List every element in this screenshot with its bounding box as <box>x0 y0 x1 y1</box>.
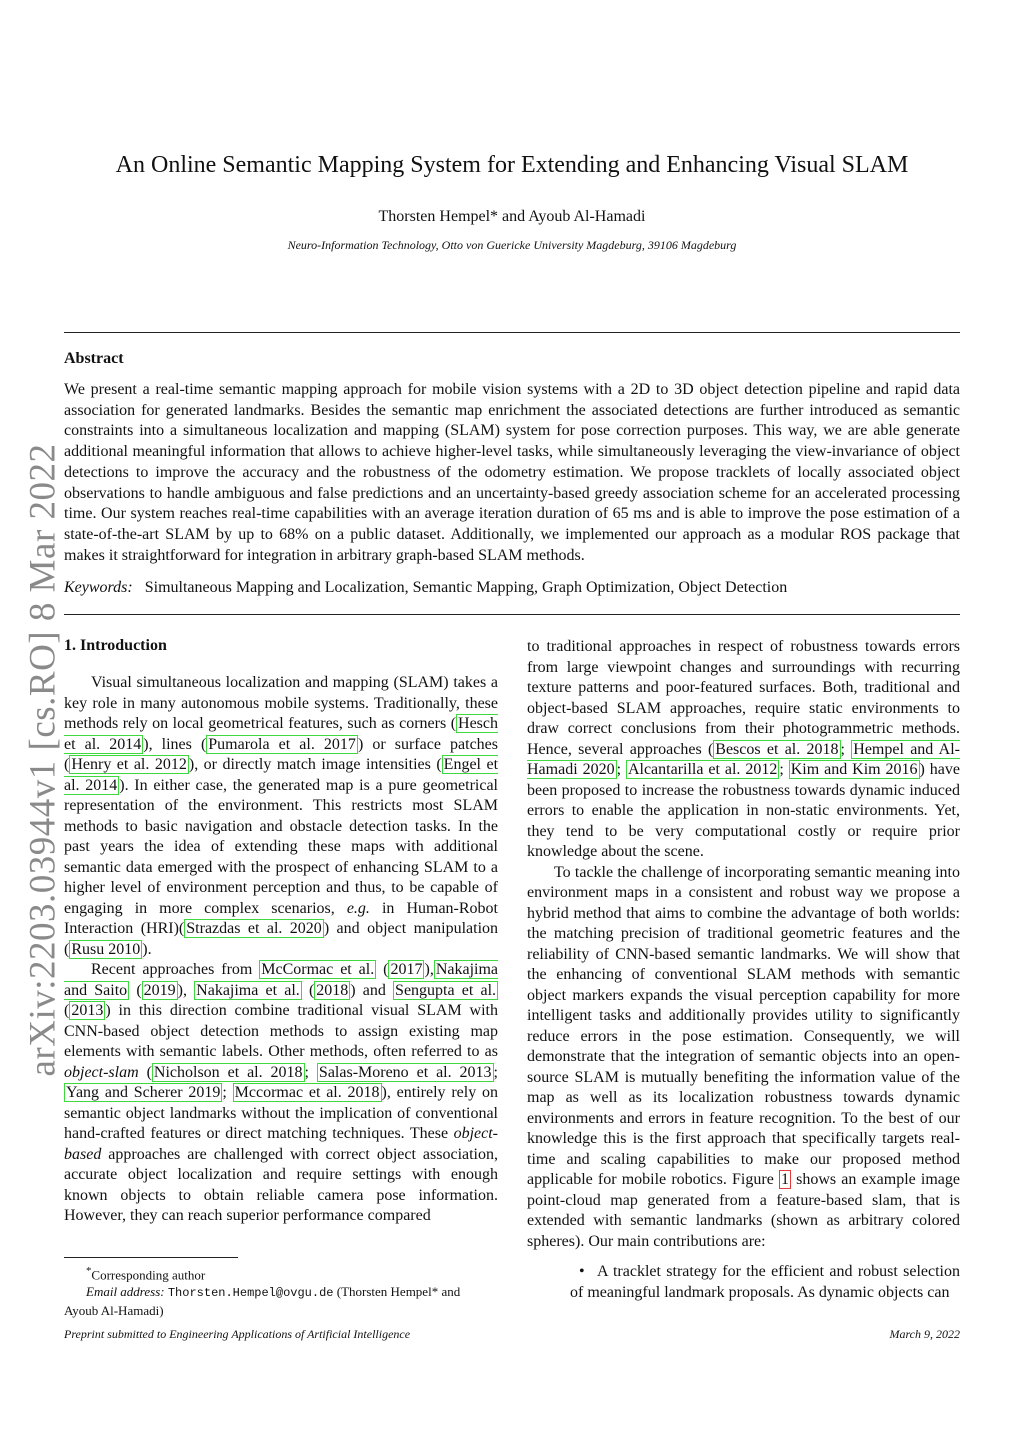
citation-link[interactable]: Bescos et al. 2018 <box>715 740 839 758</box>
intro-paragraph-2: Recent approaches from McCormac et al. ( 2017 ), Nakajima and Saito ( 2019 ), Nakajima et al. ( 2018 ) and Sengupta et al. ( 2013 ) in this direction combine traditional visual SLAM with CNN-based object detection methods to assign existing map elements with semantic labels. Other methods, often referred to as object-slam ( Nicholson et al. 2018 ; Salas-Moreno et al. 2013 ; Yang and Scherer 2019 ; Mccormac et al. 2018 ), entirely rely on semantic object landmarks without the implication of conventional hand-crafted features or direct matching techniques. These object-based approaches are challenged with correct object association, accurate object localization and require settings with enough known objects to obtain reliable camera pose information. However, they can reach superior performance compared <box>64 961 499 1224</box>
citation-link[interactable]: Hesch et al. 2014 <box>64 715 498 753</box>
keywords-text: Simultaneous Mapping and Localization, Semantic Mapping, Graph Optimization, Object Detection <box>144 579 788 596</box>
contribution-list-item: • A tracklet strategy for the efficient and robust selection of meaningful landmark proposals. As dynamic objects can <box>527 1262 960 1303</box>
citation-link[interactable]: McCormac et al. <box>261 961 375 978</box>
footnote-rule <box>64 1257 238 1258</box>
arxiv-id[interactable]: arXiv:2203.03944v1 [cs.RO] 8 Mar 2022 <box>22 443 64 1077</box>
intro-paragraph-1: Visual simultaneous localization and mapping (SLAM) takes a key role in many autonomous mobile systems. Traditionally, these methods rely on local geometrical features, such as corners ( Hesch et al. 2014 ), lines ( Pumarola et al. 2017 ) or surface patches ( Henry et al. 2012 ), or directly match image intensities ( Engel et al. 2014 ). In either case, the generated map is a pure geometrical representation of the environment. This restricts most SLAM methods to basic navigation and obstacle detection tasks. In the past years the idea of extending these maps with additional semantic data emerged with the prospect of enhancing SLAM to a higher level of environment perception and thus, to be capable of engaging in more complex scenarios, e.g. in Human-Robot Interaction (HRI)( Strazdas et al. 2020 ) and object manipulation ( Rusu 2010 ). <box>64 674 499 958</box>
citation-link[interactable]: Sengupta et al. <box>395 981 497 999</box>
citation-link[interactable]: Yang and Scherer 2019 <box>66 1084 221 1101</box>
citation-link[interactable]: Alcantarilla et al. 2012 <box>627 761 778 778</box>
footnote: *Corresponding author Email address: Thorsten.Hempel@ovgu.de (Thorsten Hempel* and Ayoub Al-Hamadi) <box>64 1265 461 1319</box>
citation-link[interactable]: Engel et al. 2014 <box>64 756 499 794</box>
top-rule <box>64 332 960 333</box>
citation-link[interactable]: Nicholson et al. 2018 <box>153 1063 303 1081</box>
figure-link[interactable]: 1 <box>780 1171 789 1188</box>
keywords-label: Keywords: <box>64 579 133 596</box>
citation-link[interactable]: Strazdas et al. 2020 <box>186 920 322 937</box>
bullet-icon: • <box>579 1263 585 1280</box>
intro-paragraph-4: To tackle the challenge of incorporating semantic meaning into environment maps in a consistent and robust way we propose a hybrid method that aims to combine the advantage of both worlds: the matching precision of traditional geometric features and the reliability of CNN-based semantic landmarks. We will show that the enhancing of conventional SLAM methods with semantic object markers expands the visual perception capability for more intelligent tasks and additionally provides utility to significantly reduce errors in the pose estimation. Consequently, we will demonstrate that the integration of semantic objects into an open-source SLAM is mutually benefiting the information value of the map as well as its localization robustness towards dynamic environments and errors in feature recognition. To the best of our knowledge this is the first approach that specifically targets real-time and scaling capabilities to make our proposed method applicable for mobile robotics. Figure 1 shows an example image point-cloud map generated from a feature-based slam, that is extended with semantic landmarks (shown as arbitrary colored spheres). Our main contributions are: <box>527 863 961 1250</box>
paper-title: An Online Semantic Mapping System for Extending and Enhancing Visual SLAM <box>115 152 909 178</box>
section-heading: 1. Introduction <box>64 637 167 654</box>
citation-link[interactable]: Salas-Moreno et al. 2013 <box>318 1063 492 1081</box>
right-column <box>527 637 960 1303</box>
citation-link[interactable]: Nakajima et al. <box>196 981 300 999</box>
author-list: Thorsten Hempel* and Ayoub Al-Hamadi <box>378 208 646 225</box>
citation-link[interactable]: 2018 <box>316 981 349 999</box>
email-link[interactable]: Thorsten.Hempel@ovgu.de <box>167 1286 334 1301</box>
citation-link[interactable]: Rusu 2010 <box>71 940 141 958</box>
citation-link[interactable]: Mccormac et al. 2018 <box>234 1084 380 1101</box>
footer-venue: Preprint submitted to Engineering Applications of Artificial Intelligence <box>64 1327 411 1341</box>
citation-link[interactable]: Pumarola et al. 2017 <box>208 735 356 753</box>
citation-link[interactable]: 2013 <box>71 1002 104 1019</box>
footer-date: March 9, 2022 <box>889 1327 960 1341</box>
citation-link[interactable]: 2017 <box>390 961 423 978</box>
citation-link[interactable]: Hempel and Al-Hamadi 2020 <box>527 740 961 778</box>
abstract-text: We present a real-time semantic mapping approach for mobile vision systems with a 2D to 3D object detection pipeline and rapid data association for generated landmarks. Besides the semantic map enrichment the associated detections are further introduced as semantic constraints into a simultaneous localization and mapping (SLAM) system for pose correction purposes. This way, we are able generate additional meaningful information that allows to achieve higher-level tasks, while simultaneously leveraging the view-invariance of object detections to improve the accuracy and the robustness of the odometry estimation. We propose tracklets of locally associated object observations to handle ambiguous and false predictions and an uncertainty-based greedy association scheme for an accelerated processing time. Our system reaches real-time capabilities with an average iteration duration of 65 ms and is able to improve the pose estimation of a state-of-the-art SLAM by up to 68% on a public dataset. Additionally, we implemented our approach as a modular ROS package that makes it straightforward for integration in arbitrary graph-based SLAM methods. <box>64 381 960 564</box>
citation-link[interactable]: Nakajima and Saito <box>64 961 499 999</box>
arxiv-stamp <box>18 443 68 1077</box>
citation-link[interactable]: Kim and Kim 2016 <box>790 761 918 778</box>
affiliation: Neuro-Information Technology, Otto von Guericke University Magdeburg, 39106 Magdeburg <box>287 238 737 252</box>
citation-link[interactable]: 2019 <box>143 981 176 999</box>
bottom-rule <box>64 614 960 615</box>
intro-paragraph-3: to traditional approaches in respect of robustness towards errors from large viewpoint changes and surroundings with recurring texture patterns and poor-featured surfaces. Both, traditional and object-based SLAM approaches, require static environments to draw correct conclusions from their photogrammetric methods. Hence, several approaches ( Bescos et al. 2018 ; Hempel and Al-Hamadi 2020 ; Alcantarilla et al. 2012 ; Kim and Kim 2016 ) have been proposed to increase the robustness towards dynamic induced errors to enable the application in non-static environments. Yet, they tend to be very computational costly or require prior knowledge about the scene. <box>527 638 961 860</box>
abstract-heading: Abstract <box>64 350 124 367</box>
citation-link[interactable]: Henry et al. 2012 <box>71 756 187 773</box>
left-column <box>64 673 498 1227</box>
keywords <box>64 578 960 598</box>
